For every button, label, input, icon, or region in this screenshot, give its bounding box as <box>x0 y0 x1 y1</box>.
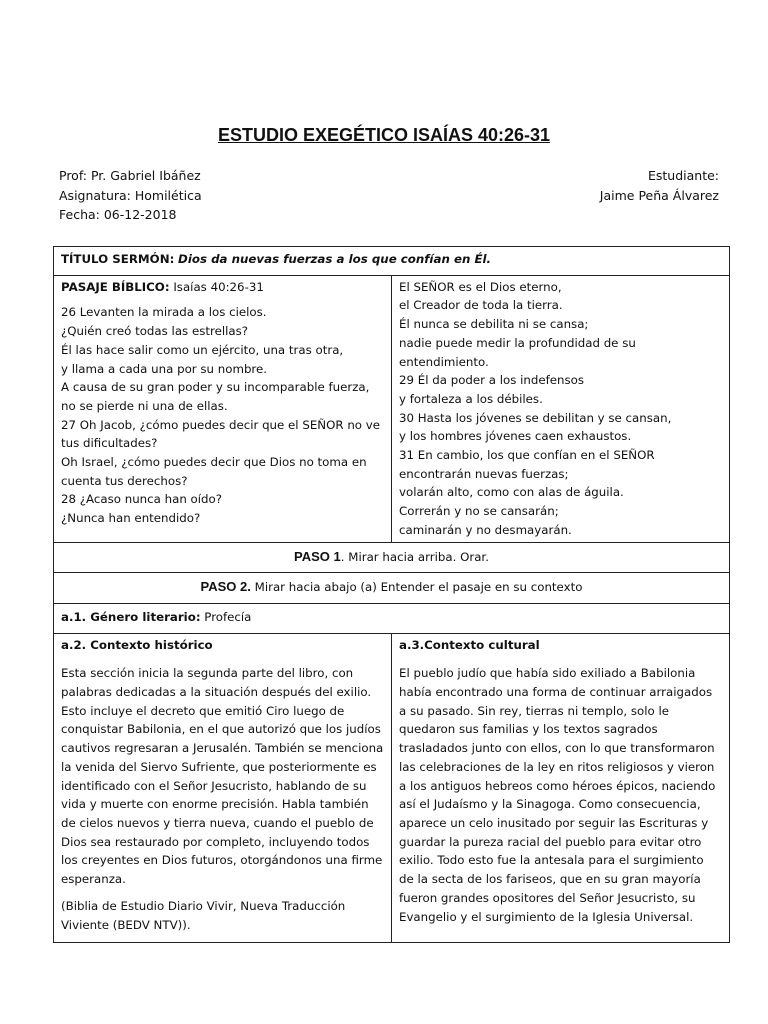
verse-line: 27 Oh Jacob, ¿cómo puedes decir que el SEÑOR no ve tus dificultades? <box>61 417 381 451</box>
student-name: Jaime Peña Álvarez <box>599 187 719 203</box>
verse-line: Él las hace salir como un ejército, una tras otra, <box>61 342 344 357</box>
passage-left-cell <box>54 275 392 542</box>
genre-label: a.1. Género literario: <box>61 609 201 624</box>
student-info <box>600 166 719 205</box>
step2-row <box>54 573 730 604</box>
step2-text: Mirar hacia abajo (a) Entender el pasaje en su contexto <box>250 580 583 595</box>
historical-context-cell <box>54 633 392 943</box>
verse-line: caminarán y no desmayarán. <box>399 522 572 537</box>
professor-line: Prof: Pr. Gabriel Ibáñez <box>59 168 201 183</box>
student-label: Estudiante: <box>647 168 719 183</box>
verse-line: 26 Levanten la mirada a los cielos. <box>61 305 267 320</box>
step1-text: . Mirar hacia arriba. Orar. <box>340 549 489 564</box>
study-table <box>53 246 730 943</box>
verse-line: ¿Quién creó todas las estrellas? <box>61 324 249 339</box>
sermon-title-label: TÍTULO SERMÓN: <box>61 252 175 266</box>
verse-line: y los hombres jóvenes caen exhaustos. <box>399 429 632 444</box>
date-line: Fecha: 06-12-2018 <box>59 207 177 222</box>
historical-context-heading: a.2. Contexto histórico <box>61 637 213 652</box>
step1-row <box>54 542 730 573</box>
verse-line: Correrán y no se cansarán; <box>399 504 559 519</box>
verse-line: A causa de su gran poder y su incomparable fuerza, <box>61 380 370 395</box>
verse-line: el Creador de toda la tierra. <box>399 298 563 313</box>
verse-line: y fortaleza a los débiles. <box>399 391 543 406</box>
step1-label: PASO 1 <box>294 548 341 564</box>
document-title: ESTUDIO EXEGÉTICO ISAÍAS 40:26-31 <box>217 125 551 145</box>
passage-heading <box>61 278 384 297</box>
verse-line: El SEÑOR es el Dios eterno, <box>399 279 562 294</box>
cultural-context-heading: a.3.Contexto cultural <box>399 637 540 652</box>
cultural-context-cell <box>392 633 730 943</box>
verse-line: 28 ¿Acaso nunca han oído? <box>61 492 223 507</box>
verse-line: 29 Él da poder a los indefensos <box>399 373 585 388</box>
verse-line: ¿Nunca han entendido? <box>61 511 201 526</box>
genre-value: Profecía <box>200 609 252 624</box>
cultural-context-body: El pueblo judío que había sido exiliado a Babilonia había encontrado una forma de continuar arraigados a su pasado. Sin rey, tierras ni templo, solo le quedaron sus familias y los textos sagrados trasladados junto con ellos, con lo que transformaron las celebraciones de la ley en ritos religiosos y vieron a los antiguos hebreos como héroes épicos, naciendo así el Judaísmo y la Sinagoga. Como consecuencia, aparece un celo inusitado por seguir las Escrituras y guardar la pureza racial del pueblo para evitar otro exilio. Todo esto fue la antesala para el surgimiento de la secta de los fariseos, que en su gran mayoría fueron grandes opositores del Señor Jesucristo, su Evangelio y el surgimiento de la Iglesia Universal. <box>399 666 716 924</box>
subject-line: Asignatura: Homilética <box>59 187 202 203</box>
verse-line: nadie puede medir la profundidad de su entendimiento. <box>399 335 636 369</box>
step2-label: PASO 2. <box>200 579 251 595</box>
sermon-title-value: Dios da nuevas fuerzas a los que confían en Él. <box>178 252 492 266</box>
verse-line: 31 En cambio, los que confían en el SEÑOR encontrarán nuevas fuerzas; <box>399 448 655 481</box>
verse-line: volarán alto, como con alas de águila. <box>399 485 624 500</box>
genre-row <box>54 603 730 633</box>
course-info <box>59 166 202 225</box>
verse-line: 30 Hasta los jóvenes se debilitan y se cansan, <box>399 410 672 425</box>
sermon-title-row <box>54 247 730 276</box>
verse-line: no se pierde ni una de ellas. <box>61 398 228 413</box>
verse-line: Él nunca se debilita ni se cansa; <box>399 317 589 332</box>
passage-right-cell <box>392 275 730 542</box>
passage-row <box>54 275 730 542</box>
historical-context-body: Esta sección inicia la segunda parte del libro, con palabras dedicadas a la situación después del exilio. Esto incluye el decreto que emitió Ciro luego de conquistar Babilonia, en el que autorizó que los judíos cautivos regresaran a Jerusalén. También se menciona la venida del Siervo Sufriente, que posteriormente es identificado con el Señor Jesucristo, hablando de su vida y muerte con enorme precisión. Habla también de cielos nuevos y tierra nueva, cuando el pueblo de Dios sea restaurado por completo, incluyendo todos los creyentes en Dios futuros, otorgándonos una firme esperanza. <box>61 666 384 887</box>
passage-label: PASAJE BÍBLICO: <box>61 279 170 294</box>
historical-context-source: (Biblia de Estudio Diario Vivir, Nueva Traducción Viviente (BEDV NTV)). <box>61 898 346 932</box>
verse-line: y llama a cada una por su nombre. <box>61 361 268 376</box>
context-row <box>54 633 730 943</box>
passage-reference: Isaías 40:26-31 <box>173 279 264 294</box>
verse-line: Oh Israel, ¿cómo puedes decir que Dios no toma en cuenta tus derechos? <box>61 455 367 488</box>
